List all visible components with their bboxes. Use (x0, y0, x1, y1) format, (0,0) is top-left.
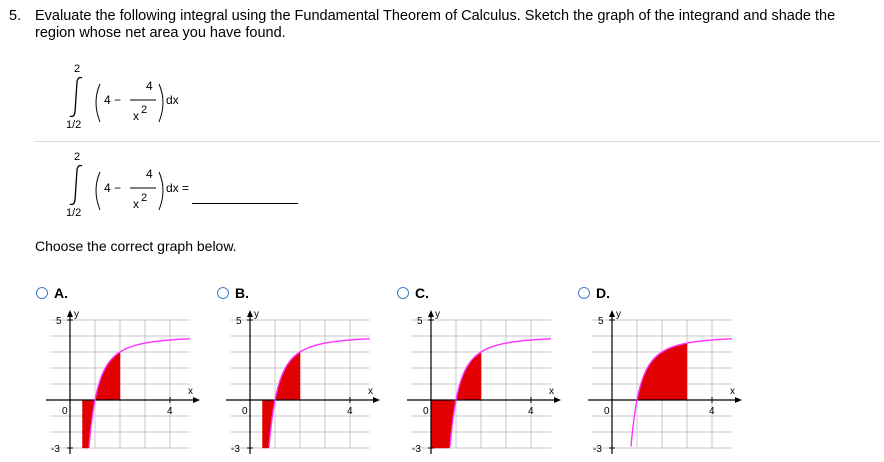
x-axis-arrow (373, 397, 380, 403)
y-axis-label: y (74, 309, 79, 320)
answer-input[interactable] (192, 203, 298, 204)
y-axis-label: y (616, 309, 621, 320)
x-tick-label: 4 (709, 406, 715, 417)
minus-sign: − (114, 93, 122, 107)
y-tick-label-bottom: -3 (231, 444, 240, 455)
radio-c[interactable] (397, 287, 409, 299)
y-axis-arrow (428, 310, 434, 317)
integral-constant: 4 (104, 181, 111, 195)
option-a[interactable] (36, 284, 68, 302)
integral-upper-limit: 2 (74, 151, 81, 163)
y-axis-arrow (247, 310, 253, 317)
choose-prompt: Choose the correct graph below. (35, 238, 237, 254)
integral-expression (60, 60, 200, 130)
y-tick-label-bottom: -3 (51, 444, 60, 455)
option-d-label: D. (596, 285, 610, 301)
x-axis-label: x (549, 386, 554, 397)
y-tick-label-top: 5 (56, 316, 62, 327)
option-b[interactable] (217, 284, 249, 302)
x-tick-label: 4 (347, 406, 353, 417)
question-text: Evaluate the following integral using the Fundamental Theorem of Calculus. Sketch the graph of the integrand and shade the region whose net area you have found. (35, 8, 836, 41)
y-axis-arrow (609, 310, 615, 317)
option-b-label: B. (235, 285, 249, 301)
y-tick-label-top: 5 (236, 316, 242, 327)
radio-b[interactable] (217, 287, 229, 299)
y-tick-label-top: 5 (598, 316, 604, 327)
graph-c (391, 308, 561, 462)
graph-c-svg (391, 308, 561, 462)
y-tick-label-top: 5 (417, 316, 423, 327)
x-axis-label: x (730, 386, 735, 397)
x-axis-label: x (368, 386, 373, 397)
fraction-numerator: 4 (146, 79, 153, 93)
fraction-exponent: 2 (141, 104, 148, 116)
left-paren (96, 84, 100, 122)
dx-label: dx (166, 93, 179, 107)
y-tick-label-bottom: -3 (593, 444, 602, 455)
divider (34, 141, 880, 142)
integral-sign (70, 78, 82, 117)
option-c[interactable] (397, 284, 429, 302)
origin-label: 0 (242, 406, 248, 417)
origin-label: 0 (62, 406, 68, 417)
y-axis-label: y (254, 309, 259, 320)
y-axis-label: y (435, 309, 440, 320)
x-axis-arrow (735, 397, 742, 403)
integral-upper-limit: 2 (74, 63, 81, 75)
x-axis-arrow (554, 397, 561, 403)
radio-d[interactable] (578, 287, 590, 299)
fraction-numerator: 4 (146, 167, 153, 181)
option-a-label: A. (54, 285, 68, 301)
graph-d (572, 308, 742, 462)
minus-sign: − (114, 181, 122, 195)
right-paren (159, 172, 163, 210)
integral-constant: 4 (104, 93, 111, 107)
dx-equals-label: dx = (166, 181, 190, 195)
graph-a (30, 308, 200, 462)
x-tick-label: 4 (167, 406, 173, 417)
integral-lower-limit: 1/2 (66, 119, 82, 131)
graph-b-svg (210, 308, 380, 462)
x-axis-arrow (193, 397, 200, 403)
right-paren (159, 84, 163, 122)
integral-answer-expression (60, 148, 200, 218)
x-axis-label: x (188, 386, 193, 397)
integral-lower-limit: 1/2 (66, 207, 82, 219)
fraction-exponent: 2 (141, 192, 148, 204)
graph-a-svg (30, 308, 200, 462)
question-number: 5. (9, 8, 22, 24)
fraction-denominator: x (133, 109, 139, 123)
y-axis-arrow (67, 310, 73, 317)
origin-label: 0 (604, 406, 610, 417)
integral-sign (70, 166, 82, 205)
fraction-denominator: x (133, 197, 139, 211)
left-paren (96, 172, 100, 210)
x-tick-label: 4 (528, 406, 534, 417)
option-c-label: C. (415, 285, 429, 301)
graph-b (210, 308, 380, 462)
option-d[interactable] (578, 284, 610, 302)
origin-label: 0 (423, 406, 429, 417)
y-tick-label-bottom: -3 (412, 444, 421, 455)
radio-a[interactable] (36, 287, 48, 299)
graph-d-svg (572, 308, 742, 462)
